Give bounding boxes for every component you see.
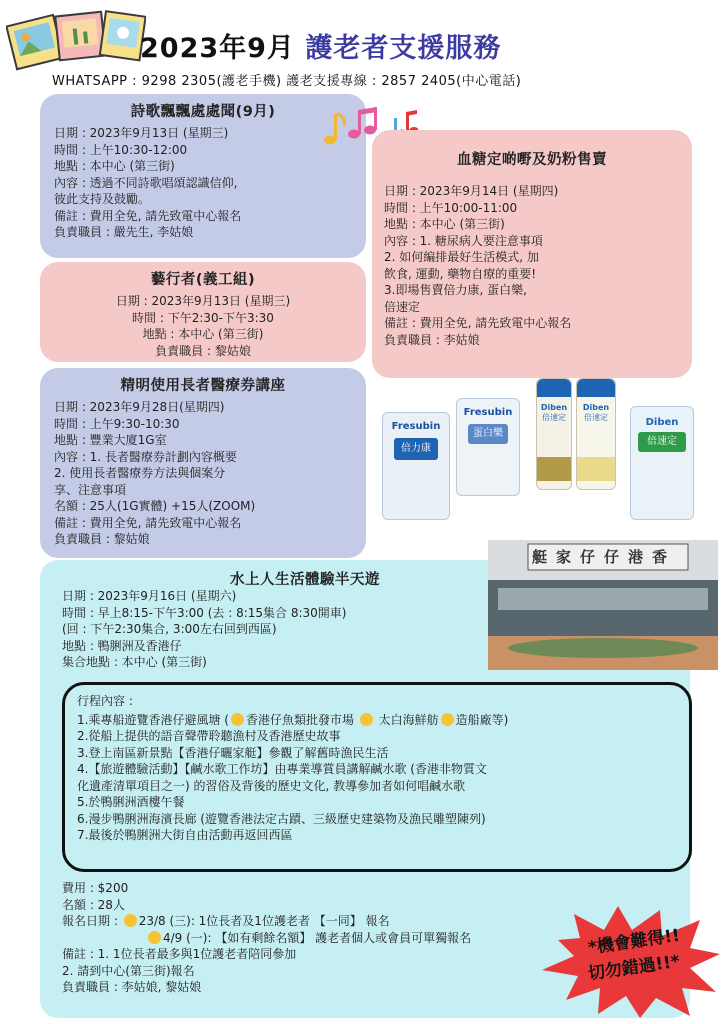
decorative-postcards-icon bbox=[6, 6, 146, 76]
volunteer-line: 負責職員 : 黎姑娘 bbox=[155, 343, 251, 358]
glucose-line: 時間 : 上午10:00-11:00 bbox=[384, 200, 518, 215]
poetry-line: 日期 : 2023年9月13日 (星期三) bbox=[54, 126, 229, 140]
smile-icon bbox=[360, 713, 373, 726]
itinerary-item bbox=[77, 712, 677, 729]
footer-text: 23/8 (三): 1位長者及1位護老者 【一同】 報名 bbox=[138, 914, 390, 928]
boat-line: (回 : 下午2:30集合, 3:00左右回到西區) bbox=[62, 622, 277, 636]
glucose-line: 地點 : 本中心 (第三街) bbox=[384, 217, 505, 231]
poetry-line: 時間 : 上午10:30-12:00 bbox=[54, 142, 188, 157]
fresubin-label: Fresubin bbox=[463, 407, 513, 418]
product-images bbox=[378, 376, 698, 524]
itinerary-text: 造船廠等) bbox=[455, 712, 509, 727]
product-name: 倍速定 bbox=[584, 413, 608, 422]
promo-burst bbox=[540, 900, 722, 1020]
product-name: 蛋白樂 bbox=[468, 424, 508, 444]
glucose-title: 血糖定啲嘢及奶粉售賣 bbox=[457, 152, 607, 168]
poetry-line: 彼此支持及鼓勵。 bbox=[54, 192, 151, 206]
volunteer-line: 時間 : 下午2:30-下午3:30 bbox=[132, 310, 274, 325]
voucher-line: 備註 : 費用全免, 請先致電中心報名 bbox=[54, 515, 242, 530]
volunteer-card bbox=[40, 262, 366, 362]
itinerary-title: 行程內容 : bbox=[77, 694, 133, 708]
footer-line: 負責職員 : 李姑娘, 黎姑娘 bbox=[62, 980, 202, 994]
poetry-line: 內容 : 透過不同詩歌唱頌認識信仰, bbox=[54, 175, 238, 190]
product-name: 倍速定 bbox=[542, 413, 566, 422]
itinerary-text: 太白海鮮舫 bbox=[374, 712, 439, 727]
volunteer-title: 藝行者(義工組) bbox=[150, 272, 256, 288]
page-title bbox=[140, 26, 501, 65]
voucher-line: 享、注意事項 bbox=[54, 482, 127, 497]
title-service: 護老者支援服務 bbox=[305, 33, 502, 64]
smile-icon bbox=[441, 713, 454, 726]
diben-label: Diben bbox=[582, 403, 610, 412]
smile-icon bbox=[148, 931, 161, 944]
footer-line bbox=[62, 930, 471, 947]
glucose-line: 內容 : 1. 糖尿病人要注意事項 bbox=[384, 233, 543, 248]
boat-photo bbox=[488, 540, 718, 670]
boat-footer bbox=[62, 880, 471, 996]
boat-line: 集合地點 : 本中心 (第三街) bbox=[62, 655, 207, 669]
glucose-line: 備註 : 費用全免, 請先致電中心報名 bbox=[384, 316, 572, 330]
diben-bottle-1 bbox=[536, 378, 572, 490]
boat-sign: 艇家仔仔港香 bbox=[532, 548, 677, 566]
product-name: 倍力康 bbox=[394, 438, 438, 460]
fresubin-can-1 bbox=[382, 412, 450, 520]
footer-line: 名額 : 28人 bbox=[62, 897, 125, 912]
burst-line-2: 切勿錯過!!* bbox=[586, 951, 682, 985]
burst-line-1: *機會難得!! bbox=[586, 925, 682, 959]
contact-line: WHATSAPP : 9298 2305(護老手機) 護老支援專線 : 2857 2405(中心電話) bbox=[52, 74, 522, 89]
footer-line: 費用 : $200 bbox=[62, 881, 129, 895]
poetry-title: 詩歌飄飄處處聞(9月) bbox=[130, 104, 276, 120]
boat-line: 地點 : 鴨脷洲及香港仔 bbox=[62, 638, 182, 653]
footer-line: 2. 請到中心(第三街)報名 bbox=[62, 963, 195, 978]
title-date: 2023年9月 bbox=[140, 33, 295, 64]
glucose-line: 倍速定 bbox=[384, 299, 421, 314]
boat-line: 時間 : 早上8:15-下午3:00 (去 : 8:15集合 8:30開車) bbox=[62, 605, 347, 620]
voucher-card bbox=[40, 368, 366, 558]
glucose-line: 飲食, 運動, 藥物自療的重要! bbox=[384, 266, 537, 281]
diben-bottle-2 bbox=[576, 378, 616, 490]
itinerary-item: 2.從船上提供的語音聲帶聆聽漁村及香港歷史故事 bbox=[77, 729, 341, 743]
glucose-card bbox=[372, 130, 692, 378]
itinerary-item: 5.於鴨脷洲酒樓午餐 bbox=[77, 795, 185, 809]
voucher-title: 精明使用長者醫療券講座 bbox=[120, 378, 286, 394]
smile-icon bbox=[231, 713, 244, 726]
voucher-line: 名額 : 25人(1G實體) +15人(ZOOM) bbox=[54, 499, 256, 513]
footer-line: 備註 : 1. 1位長者最多與1位護老者陪同參加 bbox=[62, 947, 297, 961]
footer-label: 報名日期 : bbox=[62, 914, 122, 928]
voucher-line: 地點 : 豐業大廈1G室 bbox=[54, 433, 167, 447]
voucher-line: 日期 : 2023年9月28日(星期四) bbox=[54, 400, 225, 414]
poetry-line: 備註 : 費用全免, 請先致電中心報名 bbox=[54, 208, 242, 223]
boat-line: 日期 : 2023年9月16日 (星期六) bbox=[62, 589, 237, 603]
boat-details bbox=[62, 588, 346, 671]
footer-line bbox=[62, 913, 471, 930]
diben-label: Diben bbox=[645, 417, 679, 428]
diben-can bbox=[630, 406, 694, 520]
product-name: 倍速定 bbox=[638, 432, 686, 452]
itinerary-item: 6.漫步鴨脷洲海濱長廊 (遊覽香港法定古蹟、三級歷史建築物及漁民雕塑陳列) bbox=[77, 811, 486, 826]
fresubin-label: Fresubin bbox=[391, 421, 441, 432]
itinerary-item: 7.最後於鴨脷洲大街自由活動再返回西區 bbox=[77, 828, 293, 842]
itinerary-item: 3.登上南區新景點【香港仔曬家艇】參觀了解舊時漁民生活 bbox=[77, 745, 389, 760]
poetry-line: 負責職員 : 嚴先生, 李姑娘 bbox=[54, 225, 194, 239]
itinerary-text: 香港仔魚類批發市場 bbox=[245, 712, 358, 727]
smile-icon bbox=[124, 914, 137, 927]
itinerary-item: 化遺產清單項目之一) 的習俗及背後的歷史文化, 教導參加者如何唱鹹水歌 bbox=[77, 778, 466, 793]
volunteer-line: 地點 : 本中心 (第三街) bbox=[142, 327, 264, 341]
voucher-line: 2. 使用長者醫療券方法與個案分 bbox=[54, 466, 226, 480]
glucose-line: 3.即場售賣倍力康, 蛋白樂, bbox=[384, 283, 527, 297]
voucher-line: 時間 : 上午9:30-10:30 bbox=[54, 416, 180, 431]
voucher-line: 負責職員 : 黎姑娘 bbox=[54, 532, 150, 546]
itinerary-box bbox=[62, 682, 692, 872]
boat-title: 水上人生活體驗半天遊 bbox=[230, 572, 380, 588]
fresubin-can-2 bbox=[456, 398, 520, 496]
poetry-line: 地點 : 本中心 (第三街) bbox=[54, 159, 175, 173]
diben-label: Diben bbox=[540, 403, 568, 412]
glucose-line: 負責職員 : 李姑娘 bbox=[384, 332, 480, 347]
itinerary-item: 4.【旅遊體驗活動】【鹹水歌工作坊】由專業導賞員講解鹹水歌 (香港非物質文 bbox=[77, 762, 487, 776]
volunteer-line: 日期 : 2023年9月13日 (星期三) bbox=[115, 294, 291, 308]
glucose-line: 2. 如何編排最好生活模式, 加 bbox=[384, 250, 539, 264]
itinerary-text: 1.乘專船遊覽香港仔避風塘 ( bbox=[77, 712, 229, 727]
glucose-line: 日期 : 2023年9月14日 (星期四) bbox=[384, 184, 559, 198]
voucher-line: 內容 : 1. 長者醫療券計劃內容概要 bbox=[54, 449, 237, 464]
footer-text: 4/9 (一): 【如有剩餘名額】 護老者個人或會員可單獨報名 bbox=[163, 930, 472, 945]
